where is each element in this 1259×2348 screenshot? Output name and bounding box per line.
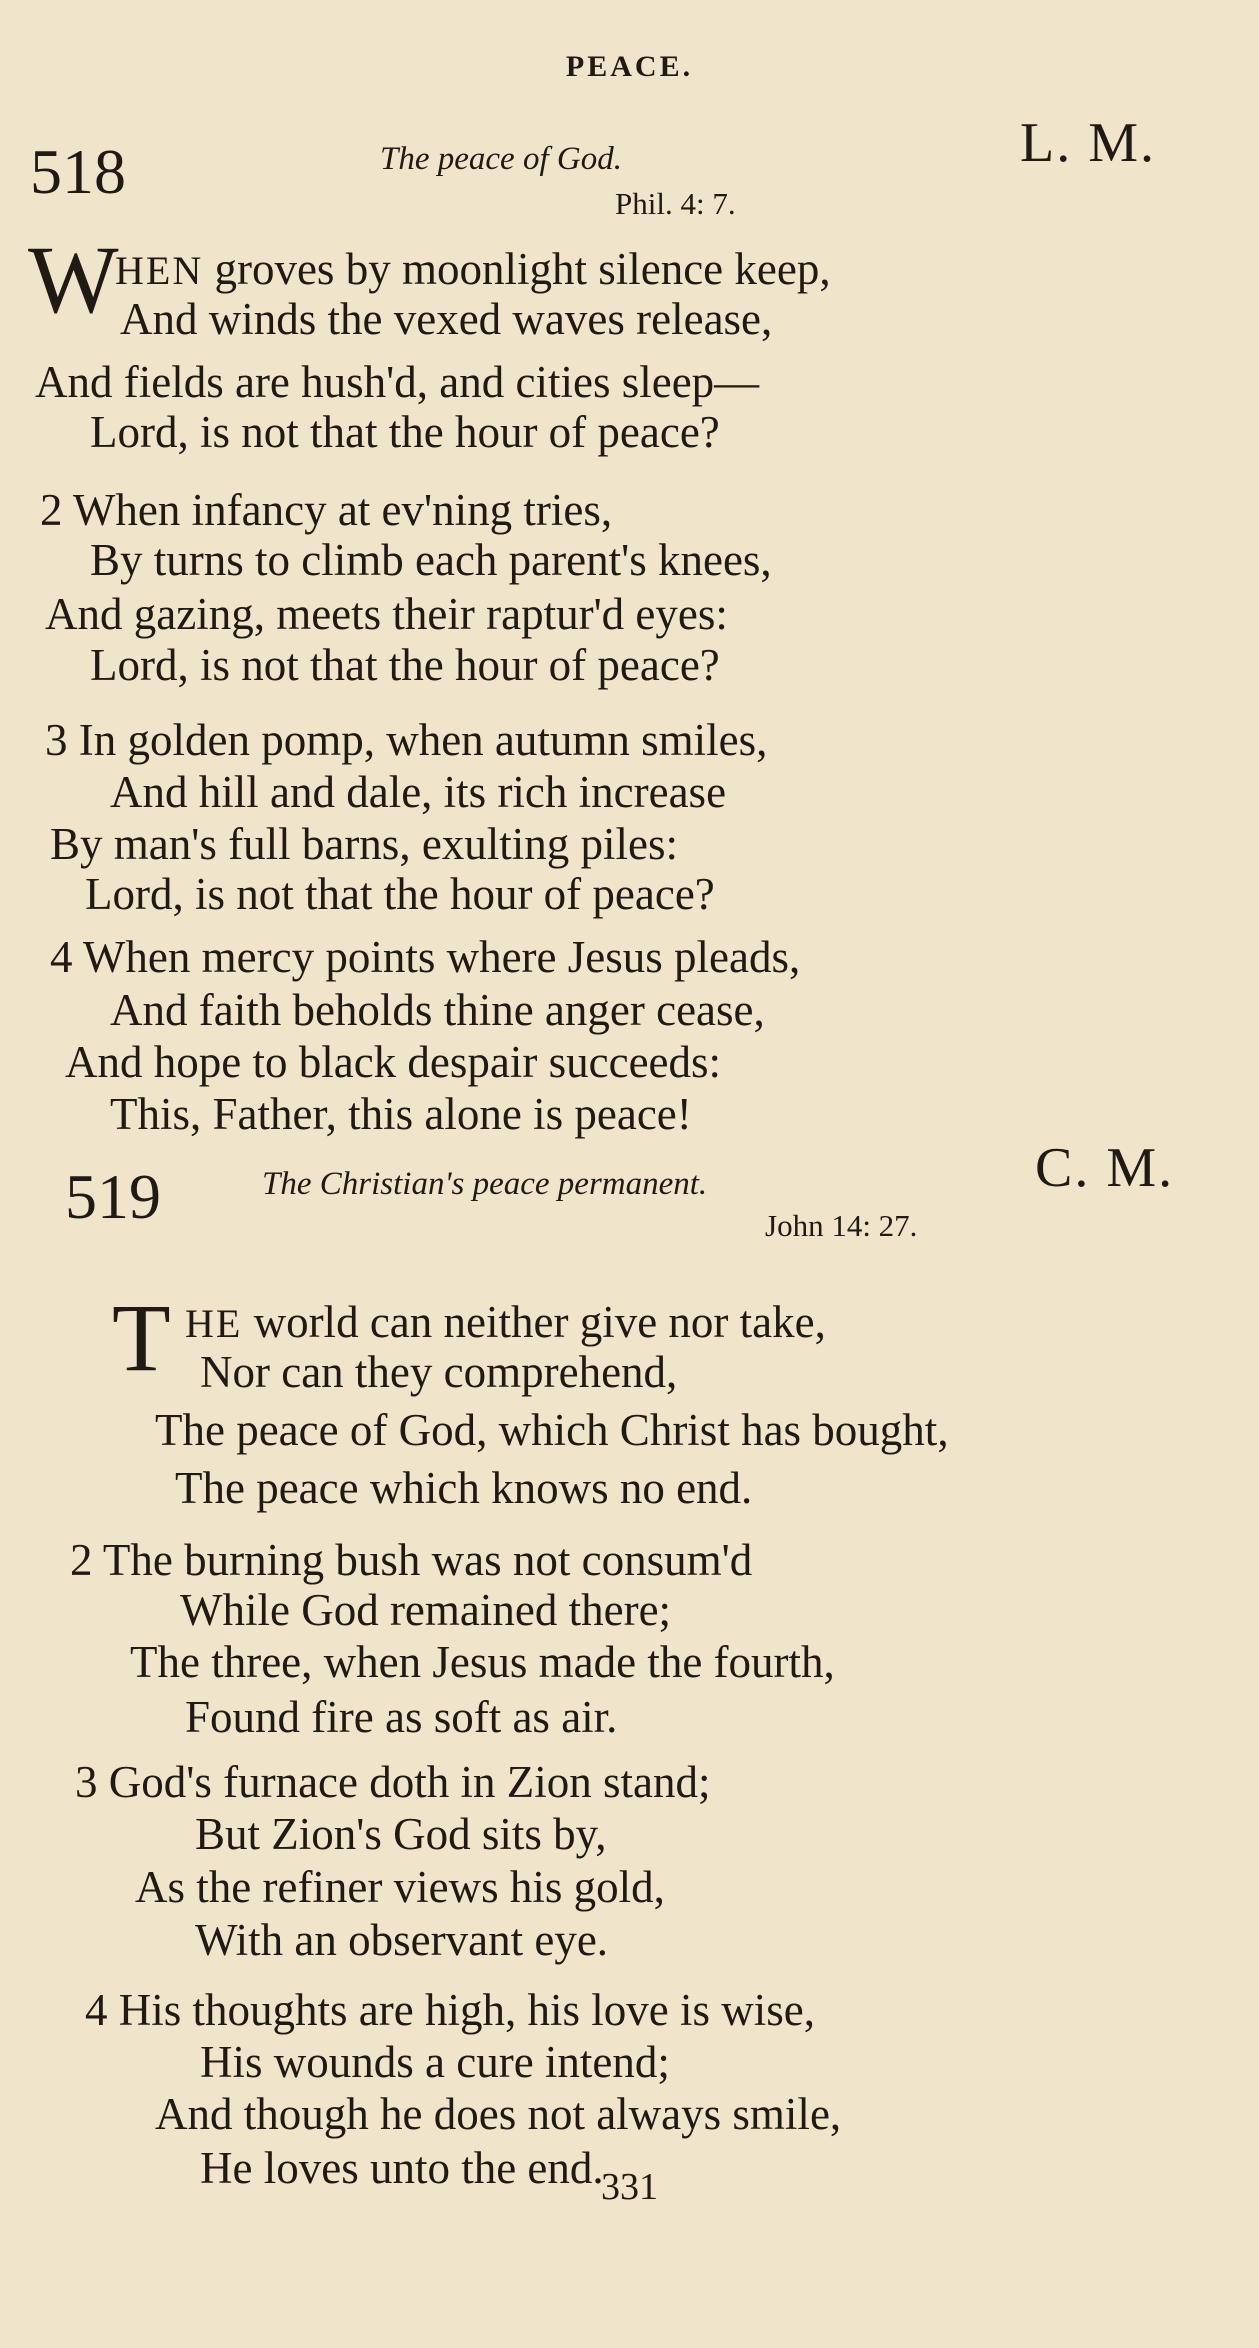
verse-line: Found fire as soft as air. bbox=[185, 1692, 618, 1742]
verse-line: 3 God's furnace doth in Zion stand; bbox=[75, 1757, 711, 1807]
verse-line: While God remained there; bbox=[180, 1585, 672, 1635]
scripture-reference: Phil. 4: 7. bbox=[615, 186, 736, 221]
verse-line: And fields are hush'd, and cities sleep— bbox=[35, 357, 760, 407]
verse-line: Nor can they comprehend, bbox=[200, 1347, 678, 1397]
verse-line: The peace which knows no end. bbox=[175, 1463, 753, 1513]
verse-line: 2 The burning bush was not consum'd bbox=[70, 1535, 753, 1585]
verse-line: 4 When mercy points where Jesus pleads, bbox=[50, 932, 801, 982]
verse-line: By man's full barns, exulting piles: bbox=[50, 819, 679, 869]
drop-cap: W bbox=[28, 226, 119, 333]
verse-line: And though he does not always smile, bbox=[155, 2089, 842, 2139]
hymn-meter: L. M. bbox=[1020, 112, 1156, 174]
verse-line: His wounds a cure intend; bbox=[200, 2037, 670, 2087]
first-word-rest: HE bbox=[185, 1301, 243, 1346]
verse-line: As the refiner views his gold, bbox=[135, 1862, 665, 1912]
hymn-number: 518 bbox=[30, 136, 126, 207]
verse-line: But Zion's God sits by, bbox=[195, 1809, 607, 1859]
verse-line bbox=[185, 1297, 826, 1347]
verse-line-text: groves by moonlight silence keep, bbox=[203, 244, 831, 294]
verse-line bbox=[115, 244, 831, 294]
scripture-reference: John 14: 27. bbox=[765, 1208, 918, 1243]
verse-line: And hope to black despair succeeds: bbox=[65, 1037, 722, 1087]
hymn-title: The Christian's peace permanent. bbox=[262, 1166, 708, 1202]
verse-line: By turns to climb each parent's knees, bbox=[90, 535, 772, 585]
verse-line: He loves unto the end. bbox=[200, 2143, 604, 2193]
verse-line: Lord, is not that the hour of peace? bbox=[90, 407, 720, 457]
verse-line: 2 When infancy at ev'ning tries, bbox=[40, 485, 613, 535]
verse-line: The three, when Jesus made the fourth, bbox=[130, 1637, 835, 1687]
verse-line-text: world can neither give nor take, bbox=[242, 1297, 826, 1347]
hymn-title: The peace of God. bbox=[380, 141, 622, 177]
running-head: PEACE. bbox=[565, 50, 694, 83]
hymn-meter: C. M. bbox=[1035, 1137, 1175, 1199]
hymn-number: 519 bbox=[65, 1161, 161, 1232]
verse-line: And winds the vexed waves release, bbox=[120, 294, 773, 344]
verse-line: 4 His thoughts are high, his love is wise, bbox=[85, 1985, 815, 2035]
verse-line: And gazing, meets their raptur'd eyes: bbox=[45, 589, 728, 639]
verse-line: Lord, is not that the hour of peace? bbox=[85, 869, 715, 919]
verse-line: This, Father, this alone is peace! bbox=[110, 1089, 692, 1139]
first-word-rest: HEN bbox=[115, 248, 204, 293]
drop-cap: T bbox=[112, 1284, 171, 1391]
verse-line: And faith beholds thine anger cease, bbox=[110, 985, 765, 1035]
verse-line: And hill and dale, its rich increase bbox=[110, 767, 727, 817]
verse-line: 3 In golden pomp, when autumn smiles, bbox=[45, 715, 768, 765]
verse-line: Lord, is not that the hour of peace? bbox=[90, 640, 720, 690]
verse-line: With an observant eye. bbox=[195, 1915, 609, 1965]
page-number: 331 bbox=[601, 2166, 658, 2208]
verse-line: The peace of God, which Christ has bought, bbox=[155, 1405, 949, 1455]
